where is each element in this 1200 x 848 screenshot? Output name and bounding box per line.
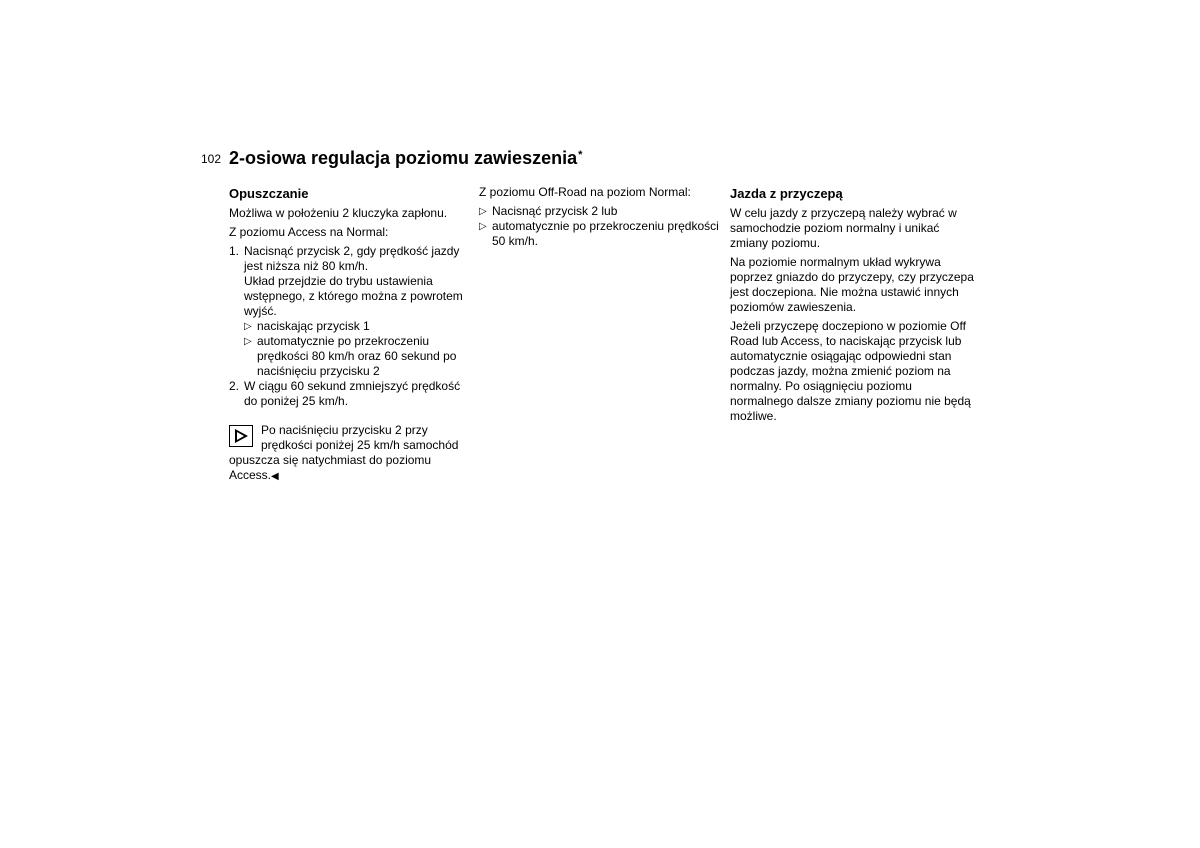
numbered-step-2: [229, 379, 469, 409]
paragraph-trailer-2: Na poziomie normalnym układ wykrywa poprzez gniazdo do przyczepy, czy przyczepa jest doczepiona. Nie można ustawić innych poziomów zawieszenia.: [730, 255, 974, 314]
triangle-bullet-icon: ▷: [244, 336, 252, 347]
list-item-text: naciskając przycisk 1: [257, 319, 370, 333]
list-item-text: automatycznie po przekroczeniu prędkości 80 km/h oraz 60 sekund po naciśnięciu przycisku 2: [257, 334, 457, 378]
triangle-bullet-icon: ▷: [244, 321, 252, 332]
note-text: Po naciśnięciu przycisku 2 przy prędkości poniżej 25 km/h samochód opuszcza się natychmiast do poziomu Access.: [229, 423, 459, 482]
numbered-step-1: [229, 244, 469, 379]
column-lowering: [229, 185, 469, 484]
list-item: [244, 334, 469, 379]
paragraph-trailer-1: W celu jazdy z przyczepą należy wybrać w samochodzie poziom normalny i unikać zmiany poziomu.: [730, 206, 957, 250]
step-text: W ciągu 60 sekund zmniejszyć prędkość do poniżej 25 km/h.: [244, 379, 461, 408]
paragraph-access-to-normal: Z poziomu Access na Normal:: [229, 225, 389, 239]
page-title: [229, 148, 582, 169]
paragraph-offroad-to-normal: Z poziomu Off-Road na poziom Normal:: [479, 185, 691, 199]
list-item-text: automatycznie po przekroczeniu prędkości 50 km/h.: [492, 219, 719, 248]
section-heading-trailer: Jazda z przyczepą: [730, 186, 843, 201]
section-heading-lowering: Opuszczanie: [229, 186, 309, 201]
triangle-bullet-icon: ▷: [479, 206, 487, 217]
list-item: [479, 219, 719, 249]
list-item: [479, 204, 719, 219]
triangle-bullet-icon: ▷: [479, 221, 487, 232]
column-offroad-to-normal: [479, 185, 719, 249]
step-text-continued: Układ przejdzie do trybu ustawienia wstępnego, z którego można z powrotem wyjść.: [244, 274, 463, 318]
page-title-text: 2-osiowa regulacja poziomu zawieszenia: [229, 148, 578, 168]
column-trailer: [730, 185, 975, 428]
end-of-section-icon: ◀: [271, 471, 279, 482]
note-box: [229, 423, 469, 484]
step-number: 1.: [229, 244, 240, 258]
step-number: 2.: [229, 379, 240, 393]
step-text: Nacisnąć przycisk 2, gdy prędkość jazdy jest niższa niż 80 km/h.: [244, 244, 460, 273]
page-number: 102: [201, 152, 222, 166]
list-item-text: Nacisnąć przycisk 2 lub: [492, 204, 618, 218]
optional-equipment-marker: *: [578, 149, 583, 161]
paragraph-ignition: Możliwa w położeniu 2 kluczyka zapłonu.: [229, 206, 448, 220]
note-play-icon: [229, 425, 253, 447]
list-item: [244, 319, 469, 334]
paragraph-trailer-3: Jeżeli przyczepę doczepiono w poziomie Off Road lub Access, to naciskając przycisk lub automatycznie osiągając odpowiedni stan podczas jazdy, można zmienić poziom na normalny. Po osiągnięciu poziomu normalnego dalsze zmiany poziomu nie będą możliwe.: [730, 319, 971, 423]
